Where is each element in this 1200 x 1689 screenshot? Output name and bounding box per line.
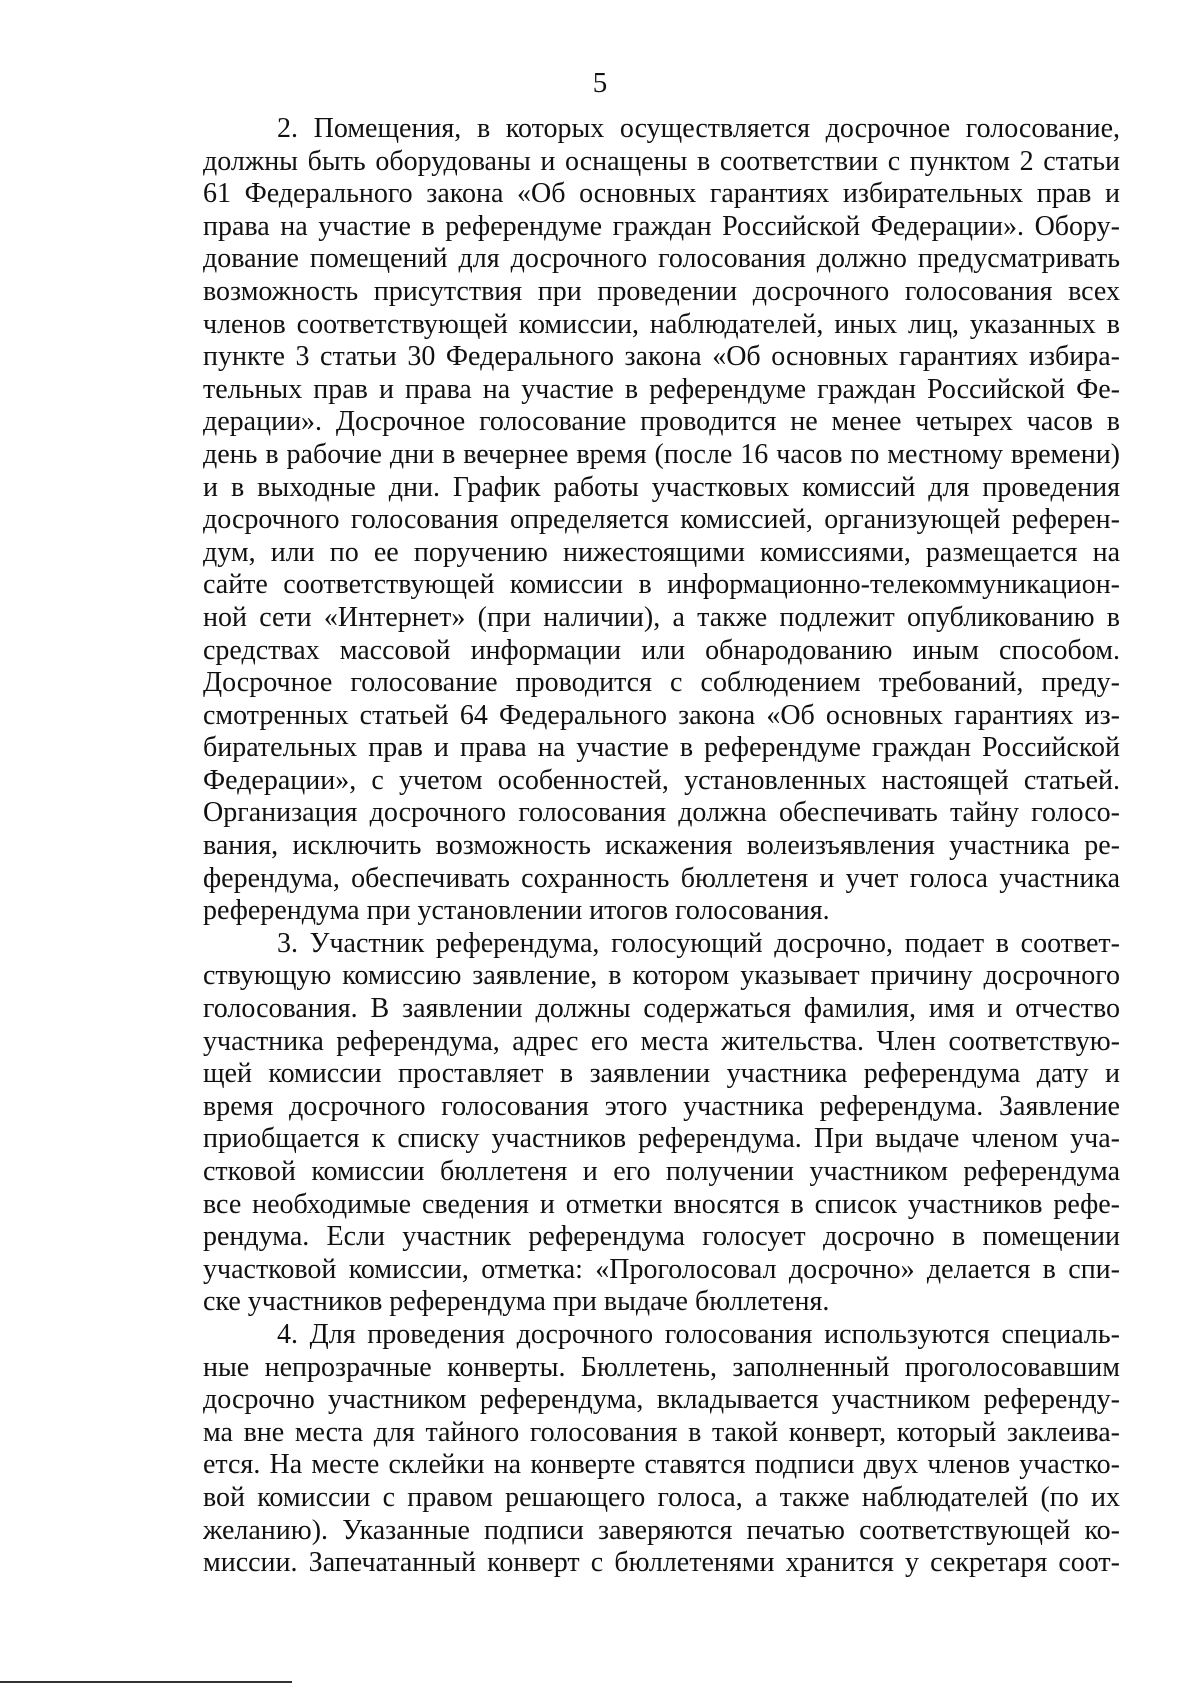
text-line: ма вне места для тайного голосования в такой конверт, который заклеива- bbox=[203, 1416, 1120, 1448]
text-line: ферендума, обеспечивать сохранность бюллетеня и учет голоса участника bbox=[203, 862, 1120, 894]
page-number: 5 bbox=[592, 67, 608, 99]
text-line: ствующую комиссию заявление, в котором указывает причину досрочного bbox=[203, 960, 1120, 992]
text-line: сайте соответствующей комиссии в информационно-телекоммуникацион- bbox=[203, 569, 1120, 601]
text-line: 2. Помещения, в которых осуществляется досрочное голосование, bbox=[277, 113, 1120, 144]
text-line: средствах массовой информации или обнародованию иным способом. bbox=[203, 634, 1120, 666]
text-line: все необходимые сведения и отметки вносятся в список участников рефе- bbox=[203, 1188, 1120, 1220]
text-line: пункте 3 статьи 30 Федерального закона «Об основных гарантиях избира- bbox=[203, 341, 1120, 373]
text-line: стковой комиссии бюллетеня и его получении участником референдума bbox=[203, 1156, 1120, 1187]
text-line: голосования. В заявлении должны содержаться фамилия, имя и отчество bbox=[203, 993, 1120, 1025]
text-line: ется. На месте склейки на конверте ставятся подписи двух членов участко- bbox=[203, 1449, 1120, 1481]
text-line: Досрочное голосование проводится с соблюдением требований, преду- bbox=[203, 667, 1120, 699]
text-line: ной сети «Интернет» (при наличии), а также подлежит опубликованию в bbox=[203, 601, 1120, 633]
paragraph-4 bbox=[203, 1319, 1120, 1580]
text-line: членов соответствующей комиссии, наблюдателей, иных лиц, указанных в bbox=[203, 308, 1120, 340]
text-line: бирательных прав и права на участие в референдуме граждан Российской bbox=[203, 732, 1120, 764]
text-line: участника референдума, адрес его места жительства. Член соответствую- bbox=[203, 1025, 1120, 1057]
body-text bbox=[203, 113, 1120, 1580]
text-line: 61 Федерального закона «Об основных гарантиях избирательных прав и bbox=[203, 178, 1120, 210]
text-line: рендума. Если участник референдума голосует досрочно в помещении bbox=[203, 1221, 1120, 1253]
text-line: тельных прав и права на участие в референдуме граждан Российской Фе- bbox=[203, 373, 1120, 405]
text-line: должны быть оборудованы и оснащены в соответствии с пунктом 2 статьи bbox=[203, 145, 1120, 177]
text-line: права на участие в референдуме граждан Российской Федерации». Обору- bbox=[203, 210, 1120, 242]
text-line: дование помещений для досрочного голосования должно предусматривать bbox=[203, 243, 1120, 275]
text-line: Федерации», с учетом особенностей, установленных настоящей статьей. bbox=[203, 764, 1120, 796]
text-line: 3. Участник референдума, голосующий досрочно, подает в соответ- bbox=[277, 927, 1120, 959]
text-line: желанию). Указанные подписи заверяются печатью соответствующей ко- bbox=[203, 1514, 1120, 1546]
footer-rule bbox=[0, 1681, 292, 1683]
text-line: 4. Для проведения досрочного голосования используются специаль- bbox=[277, 1318, 1120, 1350]
text-line: вания, исключить возможность искажения волеизъявления участника ре- bbox=[203, 830, 1120, 862]
text-line: референдума при установлении итогов голосования. bbox=[203, 895, 830, 927]
text-line: досрочно участником референдума, вкладывается участником референду- bbox=[203, 1384, 1120, 1416]
text-line: досрочного голосования определяется комиссией, организующей референ- bbox=[203, 504, 1120, 536]
paragraph-2 bbox=[203, 113, 1120, 928]
paragraph-3 bbox=[203, 928, 1120, 1319]
text-line: дерации». Досрочное голосование проводится не менее четырех часов в bbox=[203, 406, 1120, 438]
text-line: дум, или по ее поручению нижестоящими комиссиями, размещается на bbox=[203, 536, 1120, 568]
text-line: участковой комиссии, отметка: «Проголосовал досрочно» делается в спи- bbox=[203, 1253, 1120, 1285]
text-line: миссии. Запечатанный конверт с бюллетенями хранится у секретаря соот- bbox=[203, 1547, 1120, 1579]
text-line: Организация досрочного голосования должна обеспечивать тайну голосо- bbox=[203, 797, 1120, 829]
text-line: день в рабочие дни в вечернее время (после 16 часов по местному времени) bbox=[203, 438, 1120, 470]
text-line: вой комиссии с правом решающего голоса, а также наблюдателей (по их bbox=[203, 1481, 1120, 1513]
text-line: приобщается к списку участников референдума. При выдаче членом уча- bbox=[203, 1123, 1120, 1155]
text-line: ске участников референдума при выдаче бюллетеня. bbox=[203, 1286, 830, 1318]
text-line: ные непрозрачные конверты. Бюллетень, заполненный проголосовавшим bbox=[203, 1351, 1120, 1383]
text-line: возможность присутствия при проведении досрочного голосования всех bbox=[203, 275, 1120, 307]
text-line: время досрочного голосования этого участника референдума. Заявление bbox=[203, 1090, 1120, 1122]
text-line: щей комиссии проставляет в заявлении участника референдума дату и bbox=[203, 1058, 1120, 1090]
text-line: смотренных статьей 64 Федерального закона «Об основных гарантиях из- bbox=[203, 699, 1120, 731]
text-line: и в выходные дни. График работы участковых комиссий для проведения bbox=[203, 471, 1120, 503]
